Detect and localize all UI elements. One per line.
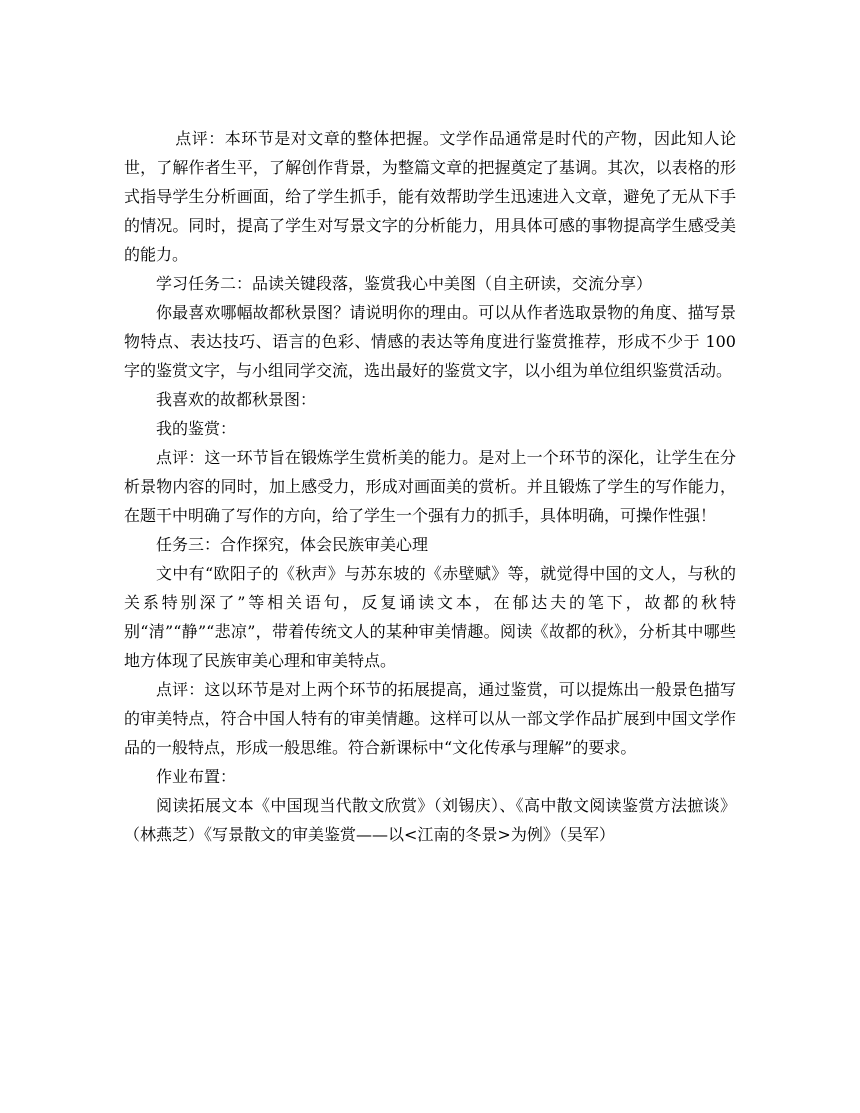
task-3-instructions: 文中有“欧阳子的《秋声》与苏东坡的《赤壁赋》等，就觉得中国的文人，与秋的关系特别深了”等相关语句，反复诵读文本，在郁达夫的笔下，故都的秋特别“清”“静”“悲凉”，带着传统文人的某种审美情趣。阅读《故都的秋》，分析其中哪些地方体现了民族审美心理和审美特点。 — [124, 564, 736, 670]
document-page — [124, 124, 736, 849]
homework-heading: 作业布置： — [156, 767, 237, 786]
comment-paragraph: 点评：这以环节是对上两个环节的拓展提高，通过鉴赏，可以提炼出一般景色描写的审美特点，符合中国人特有的审美情趣。这样可以从一部文学作品扩展到中国文学作品的一般特点，形成一般思维。符合新课标中“文化传承与理解”的要求。 — [124, 680, 736, 757]
task-3-heading: 任务三：合作探究，体会民族审美心理 — [156, 535, 429, 554]
comment-paragraph: 点评：这一环节旨在锻炼学生赏析美的能力。是对上一个环节的深化，让学生在分析景物内容的同时，加上感受力，形成对画面美的赏析。并且锻炼了学生的写作能力，在题干中明确了写作的方向，给了学生一个强有力的抓手，具体明确，可操作性强！ — [124, 448, 736, 525]
task-2-heading: 学习任务二：品读关键段落，鉴赏我心中美图（自主研读，交流分享） — [156, 274, 653, 293]
favorite-scene-prompt: 我喜欢的故都秋景图： — [156, 390, 317, 409]
homework-reading-list: 阅读拓展文本《中国现当代散文欣赏》（刘锡庆）、《高中散文阅读鉴赏方法摭谈》（林燕芝）《写景散文的审美鉴赏——以<江南的冬景>为例》（吴军） — [124, 796, 736, 844]
my-appreciation-prompt: 我的鉴赏： — [156, 419, 237, 438]
task-2-instructions: 你最喜欢哪幅故都秋景图？请说明你的理由。可以从作者选取景物的角度、描写景物特点、表达技巧、语言的色彩、情感的表达等角度进行鉴赏推荐，形成不少于 100 字的鉴赏文字，与小组同学交流，选出最好的鉴赏文字，以小组为单位组织鉴赏活动。 — [124, 303, 736, 380]
comment-paragraph: 点评：本环节是对文章的整体把握。文学作品通常是时代的产物，因此知人论世，了解作者生平，了解创作背景，为整篇文章的把握奠定了基调。其次，以表格的形式指导学生分析画面，给了学生抓手，能有效帮助学生迅速进入文章，避免了无从下手的情况。同时，提高了学生对写景文字的分析能力，用具体可感的事物提高学生感受美的能力。 — [124, 129, 736, 264]
